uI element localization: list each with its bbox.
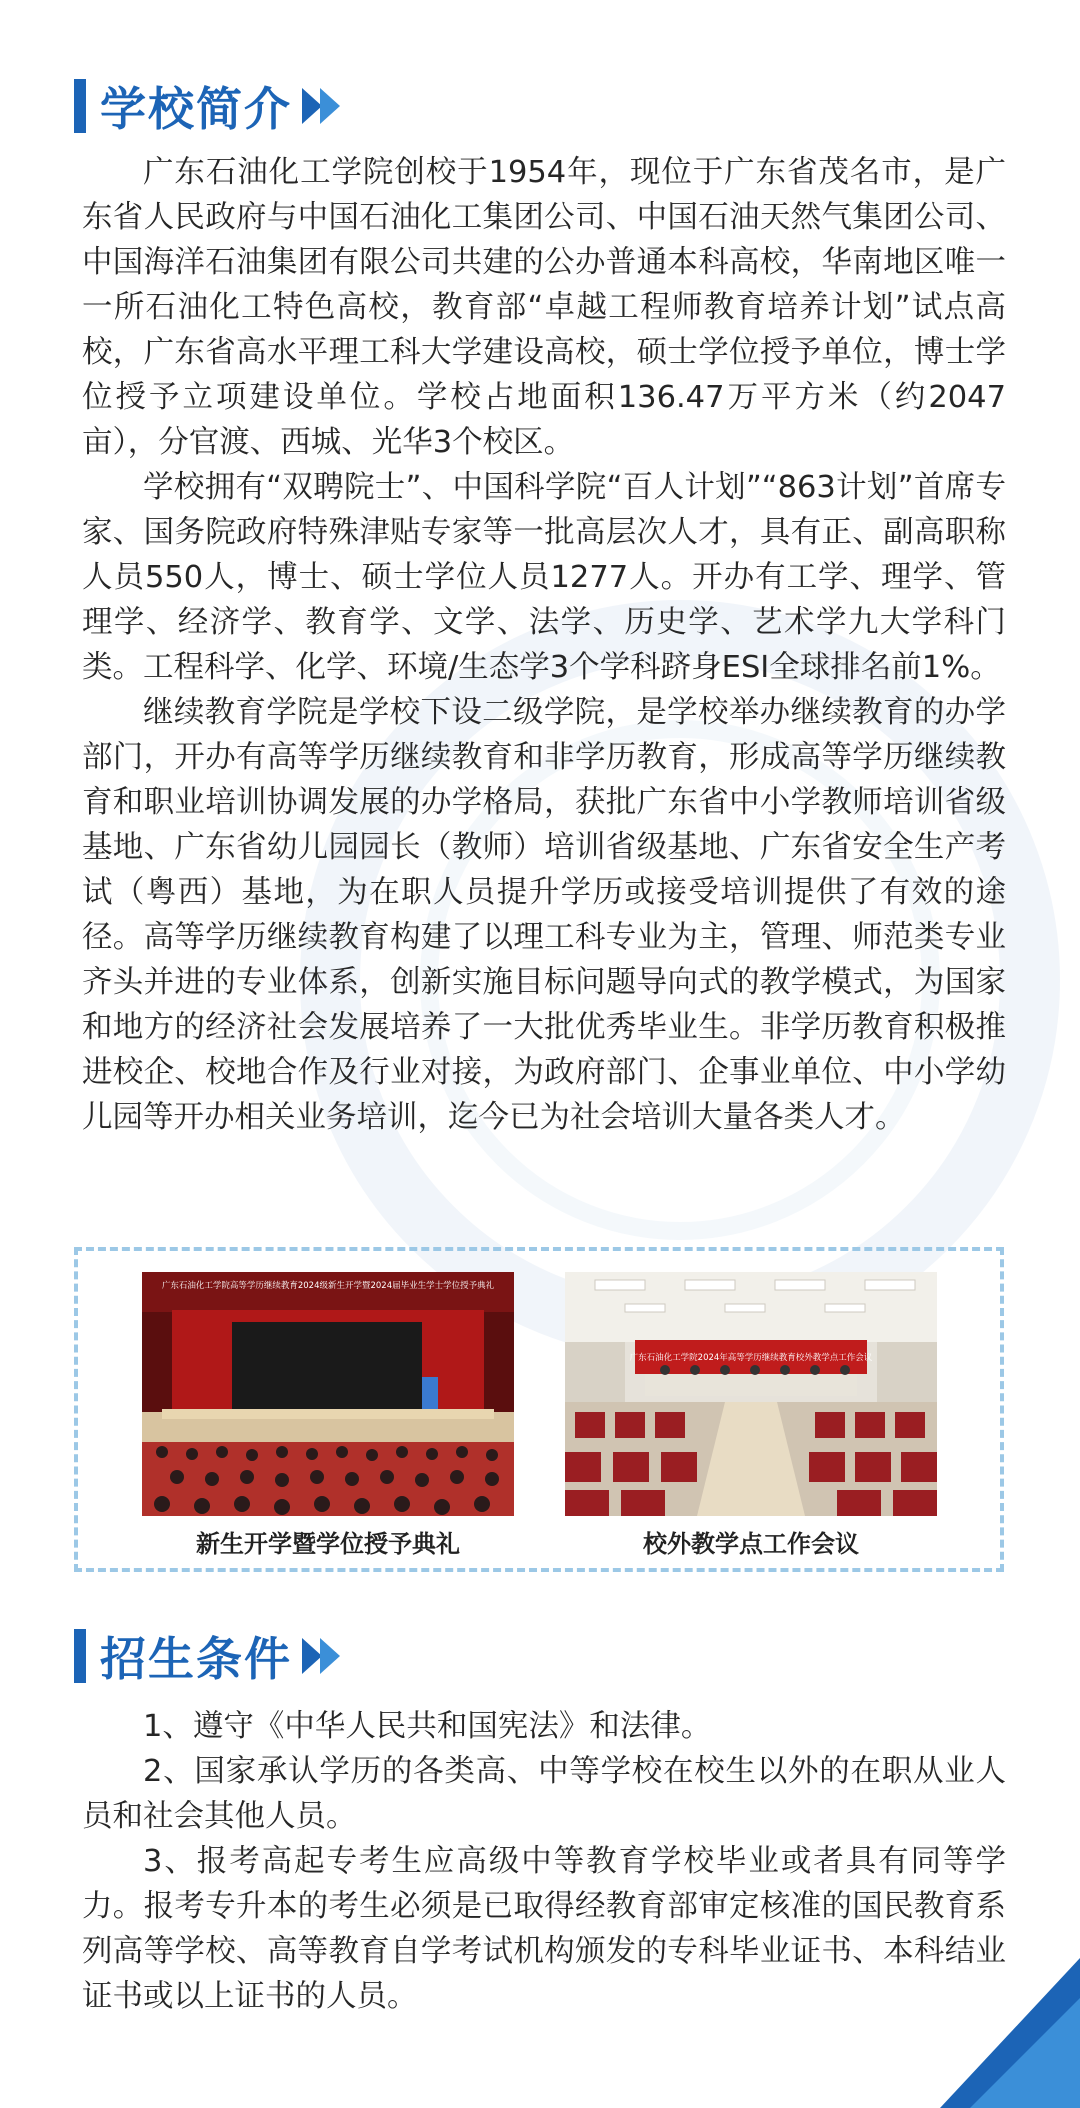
intro-text <box>82 150 1006 1140</box>
photo-opening-ceremony <box>142 1272 514 1516</box>
section-title-admission: 招生条件 <box>100 1632 292 1686</box>
photo-work-meeting <box>565 1272 937 1516</box>
heading-bar <box>74 79 86 133</box>
intro-paragraph: 广东石油化工学院创校于1954年，现位于广东省茂名市，是广东省人民政府与中国石油化工集团公司、中国石油天然气集团公司、中国海洋石油集团有限公司共建的公办普通本科高校，华南地区唯一一所石油化工特色高校，教育部“卓越工程师教育培养计划”试点高校，广东省高水平理工科大学建设高校，硕士学位授予单位，博士学位授予立项建设单位。学校占地面积136.47万平方米（约2047亩），分官渡、西城、光华3个校区。 <box>82 155 1006 460</box>
heading-bar <box>74 1629 86 1683</box>
photo-caption: 校外教学点工作会议 <box>643 1530 859 1558</box>
admission-item: 3、报考高起专考生应高级中等教育学校毕业或者具有同等学力。报考专升本的考生必须是已取得经教育部审定核准的国民教育系列高等学校、高等教育自学考试机构颁发的专科毕业证书、本科结业证书或以上证书的人员。 <box>82 1844 1006 2014</box>
double-chevron-icon <box>300 84 348 128</box>
photo-banner-text: 广东石油化工学院2024年高等学历继续教育校外教学点工作会议 <box>629 1353 873 1363</box>
admission-item: 1、遵守《中华人民共和国宪法》和法律。 <box>143 1709 712 1744</box>
intro-paragraph: 学校拥有“双聘院士”、中国科学院“百人计划”“863计划”首席专家、国务院政府特殊津贴专家等一批高层次人才，具有正、副高职称人员550人，博士、硕士学位人员1277人。开办有工学、理学、管理学、经济学、教育学、文学、法学、历史学、艺术学九大学科门类。工程科学、化学、环境/生态学3个学科跻身ESI全球排名前1%。 <box>82 470 1006 685</box>
section-title-intro: 学校简介 <box>100 82 292 136</box>
corner-decoration <box>940 1958 1080 2108</box>
photo-caption: 新生开学暨学位授予典礼 <box>196 1530 460 1558</box>
section-heading-intro <box>74 68 348 144</box>
double-chevron-icon <box>300 1634 348 1678</box>
admission-text <box>82 1704 1006 2019</box>
section-heading-admission <box>74 1618 348 1694</box>
admission-item: 2、国家承认学历的各类高、中等学校在校生以外的在职从业人员和社会其他人员。 <box>82 1754 1006 1834</box>
photo-banner-text: 广东石油化工学院高等学历继续教育2024级新生开学暨2024届毕业生学士学位授予典礼 <box>161 1281 495 1291</box>
intro-paragraph: 继续教育学院是学校下设二级学院，是学校举办继续教育的办学部门，开办有高等学历继续教育和非学历教育，形成高等学历继续教育和职业培训协调发展的办学格局，获批广东省中小学教师培训省级基地、广东省幼儿园园长（教师）培训省级基地、广东省安全生产考试（粤西）基地，为在职人员提升学历或接受培训提供了有效的途径。高等学历继续教育构建了以理工科专业为主，管理、师范类专业齐头并进的专业体系，创新实施目标问题导向式的教学模式，为国家和地方的经济社会发展培养了一大批优秀毕业生。非学历教育积极推进校企、校地合作及行业对接，为政府部门、企事业单位、中小学幼儿园等开办相关业务培训，迄今已为社会培训大量各类人才。 <box>82 695 1006 1135</box>
